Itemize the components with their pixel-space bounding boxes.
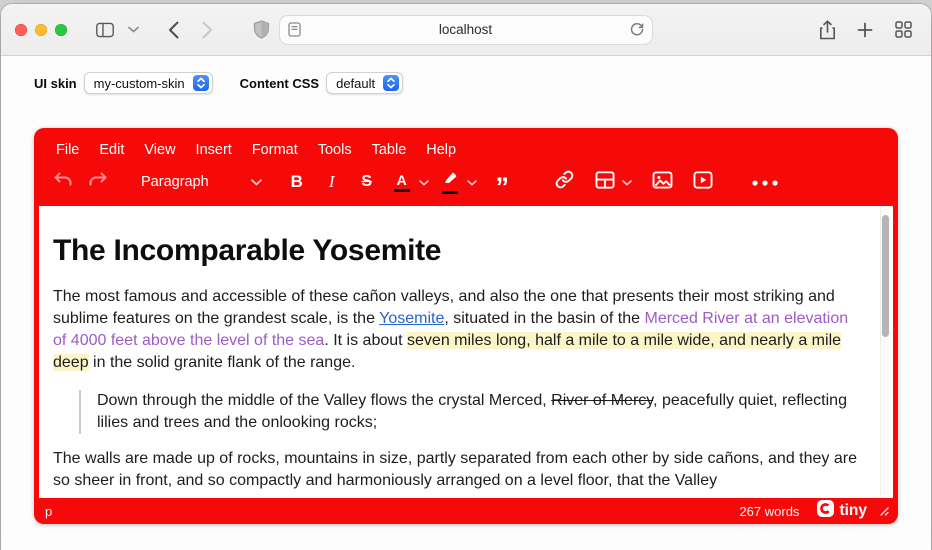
menu-insert[interactable]: Insert: [195, 142, 232, 158]
bold-button[interactable]: B: [290, 172, 303, 191]
grid-icon: [895, 21, 912, 38]
content-css-value: default: [336, 75, 376, 91]
menu-help[interactable]: Help: [426, 142, 457, 158]
menu-view[interactable]: View: [144, 142, 176, 158]
select-stepper-icon: [383, 75, 399, 91]
block-format-select[interactable]: [141, 168, 262, 196]
ellipsis-icon: [752, 173, 778, 191]
ui-skin-value: my-custom-skin: [93, 75, 185, 91]
close-window-button[interactable]: [15, 24, 27, 36]
document-body[interactable]: [39, 206, 893, 492]
insert-link-button[interactable]: [552, 168, 578, 196]
insert-image-button[interactable]: [650, 168, 676, 196]
forward-icon: [202, 21, 213, 39]
sidebar-icon: [95, 21, 115, 39]
traffic-lights: [15, 24, 67, 36]
image-icon: [652, 171, 673, 194]
table-menu-button[interactable]: [618, 168, 636, 196]
tab-overview-button[interactable]: [889, 16, 917, 44]
plus-icon: [857, 22, 873, 38]
editor-scrollbar-track[interactable]: [880, 209, 891, 495]
paragraph[interactable]: The walls are made up of rocks, mountains in size, partly separated from each other by side cañons, and they are so sheer in front, and so compactly and harmoniously arranged on a level floor, that the Valley: [53, 450, 857, 489]
redo-button[interactable]: [85, 168, 111, 196]
italic-button[interactable]: I: [328, 172, 335, 191]
demo-settings-bar: [34, 72, 931, 94]
editor-menubar: [34, 128, 898, 162]
zoom-window-button[interactable]: [55, 24, 67, 36]
text-color-menu-button[interactable]: [415, 168, 433, 196]
highlight-color-button[interactable]: [437, 168, 463, 196]
highlighter-icon: [442, 171, 458, 189]
editor-toolbar: [34, 162, 898, 206]
browser-window: [1, 4, 931, 550]
strikethrough-button[interactable]: S: [361, 173, 373, 190]
media-icon: [693, 171, 713, 194]
editor-scrollbar-thumb[interactable]: [882, 215, 889, 337]
back-icon: [168, 21, 179, 39]
highlighted-text-run: seven miles long, half a mile to a mile wide, and nearly a mile deep: [53, 332, 842, 371]
highlight-color-menu-button[interactable]: [463, 168, 481, 196]
more-toolbar-button[interactable]: [752, 168, 778, 196]
paragraph[interactable]: [53, 286, 863, 374]
resize-handle[interactable]: [879, 504, 889, 519]
element-path[interactable]: p: [45, 503, 53, 519]
colored-text-run: Merced River at an elevation of 4000 feet above the level of the sea: [53, 310, 849, 349]
menu-file[interactable]: File: [56, 142, 80, 158]
yosemite-link[interactable]: Yosemite: [379, 310, 445, 327]
back-button[interactable]: [159, 16, 187, 44]
tinymce-logo-icon: [817, 500, 834, 522]
text-color-icon: A: [396, 171, 407, 188]
tinymce-editor: [34, 128, 898, 524]
link-icon: [555, 170, 574, 194]
text-run: , situated in the basin of the: [444, 310, 645, 327]
select-stepper-icon: [193, 75, 209, 91]
undo-button[interactable]: [50, 168, 76, 196]
tiny-branding[interactable]: [817, 500, 867, 522]
blockquote[interactable]: [79, 390, 863, 434]
reload-button[interactable]: [630, 22, 644, 37]
undo-icon: [53, 171, 73, 194]
brand-label: tiny: [839, 502, 867, 519]
menu-tools[interactable]: Tools: [317, 142, 352, 158]
chevron-down-icon: [467, 173, 477, 191]
editor-statusbar: [34, 498, 898, 524]
menu-format[interactable]: Format: [251, 142, 298, 158]
address-bar[interactable]: [279, 15, 653, 45]
strikethrough-text-run: River of Mercy: [551, 392, 654, 409]
text-run: Down through the middle of the Valley flows the crystal Merced,: [97, 392, 552, 409]
browser-toolbar: [1, 4, 931, 56]
minimize-window-button[interactable]: [35, 24, 47, 36]
table-button[interactable]: [592, 168, 618, 196]
share-icon: [819, 20, 836, 40]
menu-table[interactable]: Table: [371, 142, 407, 158]
sidebar-toggle-button[interactable]: [91, 16, 119, 44]
forward-button[interactable]: [193, 16, 221, 44]
text-run: The most famous and accessible of these cañon valleys, and also the one that presents their most striking and sublime features on the grandest scale, is the: [53, 288, 835, 327]
ui-skin-select[interactable]: [84, 72, 213, 94]
current-highlight-color-swatch: [442, 191, 458, 194]
word-count[interactable]: 267 words: [739, 503, 800, 519]
chevron-down-icon: [622, 173, 632, 191]
text-run: , peacefully quiet, reflecting lilies and trees and the onlooking rocks;: [97, 392, 847, 431]
chevron-down-icon: [251, 174, 262, 190]
page-format-icon: [288, 22, 301, 37]
text-color-button[interactable]: [389, 168, 415, 196]
redo-icon: [88, 171, 108, 194]
menu-edit[interactable]: Edit: [99, 142, 125, 158]
privacy-report-button[interactable]: [247, 16, 275, 44]
sidebar-chevron-button[interactable]: [119, 16, 147, 44]
chevron-down-icon: [128, 26, 139, 33]
chevron-down-icon: [419, 173, 429, 191]
new-tab-button[interactable]: [851, 16, 879, 44]
block-format-value: Paragraph: [141, 174, 209, 190]
content-css-label: Content CSS: [239, 75, 320, 91]
text-run: . It is about: [324, 332, 408, 349]
ui-skin-label: UI skin: [34, 75, 77, 91]
blockquote-button[interactable]: ”: [495, 172, 510, 202]
current-text-color-swatch: [394, 189, 410, 192]
content-css-select[interactable]: [326, 72, 403, 94]
editor-content-area[interactable]: [39, 206, 893, 498]
share-button[interactable]: [813, 16, 841, 44]
document-heading[interactable]: The Incomparable Yosemite: [53, 234, 442, 267]
url-text: localhost: [438, 22, 493, 37]
insert-media-button[interactable]: [690, 168, 716, 196]
table-icon: [595, 171, 615, 194]
shield-icon: [253, 20, 270, 39]
text-run: in the solid granite flank of the range.: [88, 354, 356, 371]
